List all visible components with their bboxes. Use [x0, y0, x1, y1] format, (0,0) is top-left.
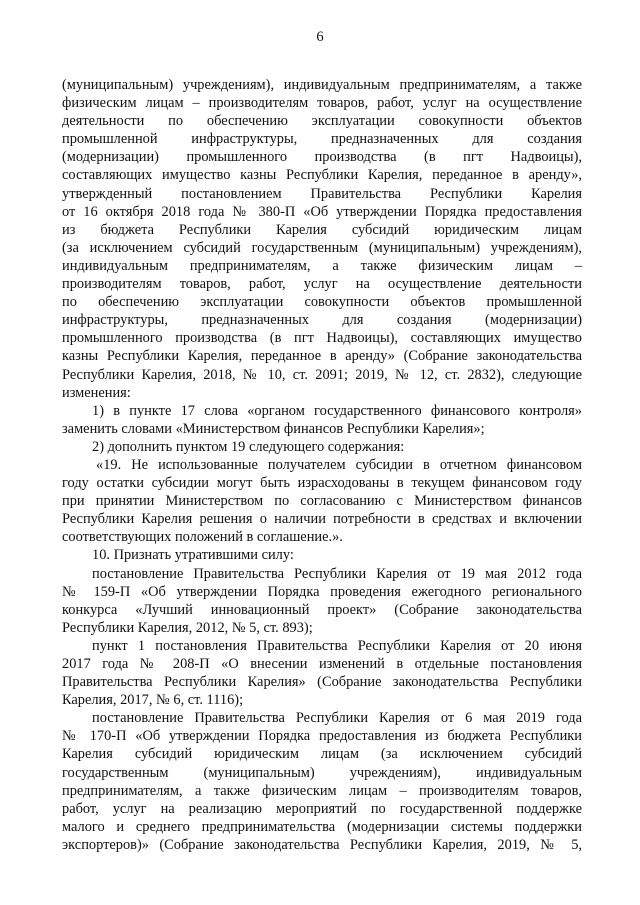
- text-line: из бюджета Республики Карелия субсидий юридическим лицам: [62, 221, 582, 238]
- text-line: (муниципальным) учреждениям), индивидуальным предпринимателям, а также: [62, 77, 582, 93]
- text-line: Карелия субсидий юридическим лицам (за исключением субсидий: [62, 746, 582, 763]
- text-line: постановление Правительства Республики Карелия от 19 мая 2012 года: [92, 565, 582, 582]
- page-number: 6: [316, 29, 324, 45]
- text-line: казны Республики Карелия, переданное в аренду» (Собрание законодательства: [62, 348, 582, 365]
- text-line: промышленной инфраструктуры, предназначенных для создания: [62, 131, 582, 148]
- text-line: от 16 октября 2018 года № 380-П «Об утверждении Порядка предоставления: [62, 203, 582, 220]
- text-line: изменения:: [62, 384, 131, 401]
- text-line: конкурса «Лучший инновационный проект» (Собрание законодательства: [62, 601, 582, 618]
- text-line: заменить словами «Министерством финансов Республики Карелия»;: [62, 420, 485, 437]
- text-line: физическим лицам – производителям товаров, работ, услуг на осуществление: [62, 95, 582, 112]
- text-line: государственным (муниципальным) учреждениям), индивидуальным: [62, 764, 582, 781]
- text-line: № 170-П «Об утверждении Порядка предоставления из бюджета Республики: [62, 728, 582, 745]
- text-line: деятельности по обеспечению эксплуатации совокупности объектов: [62, 113, 582, 130]
- text-line: 10. Признать утратившими силу:: [92, 547, 294, 564]
- text-line: экспортеров)» (Собрание законодательства Республики Карелия, 2019, № 5,: [62, 836, 582, 853]
- text-line: соответствующих положений в соглашение.».: [62, 529, 343, 546]
- text-line: при принятии Министерством по согласованию с Министерством финансов: [62, 493, 582, 510]
- text-line: № 159-П «Об утверждении Порядка проведения ежегодного регионального: [62, 583, 582, 600]
- text-line: 2017 года № 208-П «О внесении изменений в отдельные постановления: [62, 656, 582, 672]
- text-line: малого и среднего предпринимательства (модернизации системы поддержки: [62, 818, 582, 835]
- text-line: промышленного производства (в пгт Надвоицы), составляющих имущество: [62, 330, 582, 347]
- text-line: году остатки субсидии могут быть израсходованы в текущем финансовом году: [62, 475, 582, 492]
- document-body: [62, 76, 582, 854]
- text-line: Карелия, 2017, № 6, ст. 1116);: [62, 692, 244, 709]
- text-line: постановление Правительства Республики Карелия от 6 мая 2019 года: [92, 710, 582, 727]
- text-line: составляющих имущество казны Республики Карелия, переданное в аренду»,: [62, 167, 582, 184]
- text-line: (за исключением субсидий государственным (муниципальным) учреждениям),: [62, 239, 582, 256]
- text-line: 1) в пункте 17 слова «органом государственного финансового контроля»: [92, 402, 582, 419]
- text-line: работ, услуг на реализацию мероприятий по государственной поддержке: [62, 800, 582, 817]
- text-line: 2) дополнить пунктом 19 следующего содержания:: [92, 438, 405, 455]
- text-line: (модернизации) промышленного производства (в пгт Надвоицы),: [62, 149, 582, 166]
- text-line: Республики Карелия, 2018, № 10, ст. 2091; 2019, № 12, ст. 2832), следующие: [62, 366, 582, 383]
- text-line: Республики Карелия, 2012, № 5, ст. 893);: [62, 619, 313, 636]
- text-line: Республики Карелия решения о наличии потребности в средствах и включении: [62, 511, 582, 528]
- text-line: индивидуальным предпринимателям, а также физическим лицам –: [62, 257, 582, 274]
- text-line: производителям товаров, работ, услуг на осуществление деятельности: [62, 276, 582, 293]
- text-line: по обеспечению эксплуатации совокупности объектов промышленной: [62, 294, 582, 311]
- text-line: утвержденный постановлением Правительства Республики Карелия: [62, 185, 582, 202]
- text-line: предпринимателям, а также физическим лицам – производителям товаров,: [62, 782, 582, 799]
- text-line: Правительства Республики Карелия» (Собрание законодательства Республики: [62, 674, 582, 691]
- text-line: «19. Не использованные получателем субсидии в отчетном финансовом: [96, 456, 582, 473]
- text-line: инфраструктуры, предназначенных для создания (модернизации): [62, 312, 582, 329]
- text-line: пункт 1 постановления Правительства Республики Карелия от 20 июня: [92, 637, 582, 654]
